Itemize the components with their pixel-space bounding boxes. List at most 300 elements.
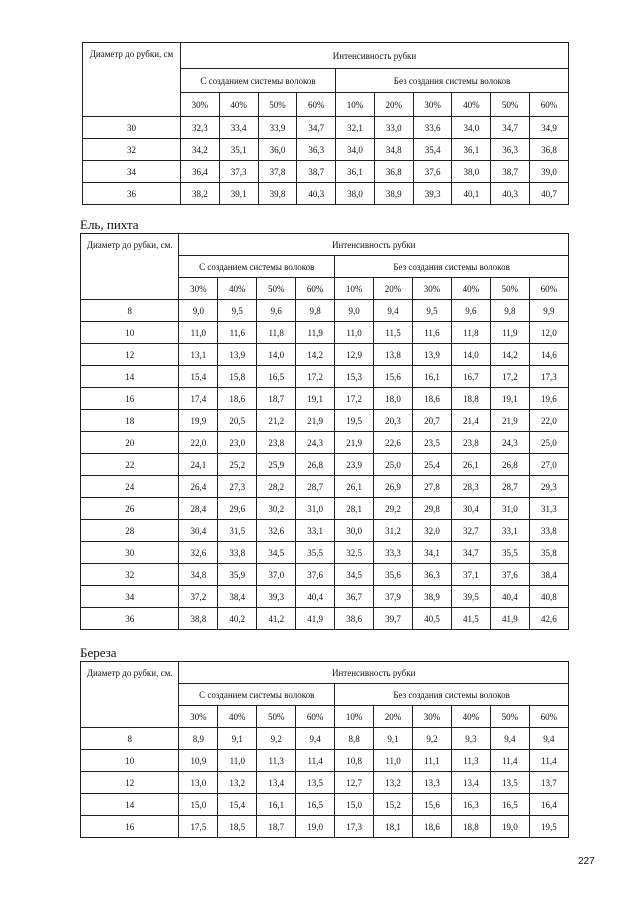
table-row [83, 139, 569, 161]
value-cell: 17,4 [179, 388, 218, 410]
intensity-percent-header: 20% [374, 706, 413, 728]
intensity-percent-header: 20% [374, 278, 413, 300]
value-cell: 9,4 [529, 728, 568, 750]
table-row [81, 322, 569, 344]
value-cell: 41,9 [490, 608, 529, 630]
value-cell: 28,7 [490, 476, 529, 498]
value-cell: 33,8 [529, 520, 568, 542]
value-cell: 41,9 [296, 608, 335, 630]
diameter-cell: 20 [81, 432, 179, 454]
value-cell: 11,6 [413, 322, 452, 344]
value-cell: 35,5 [490, 542, 529, 564]
value-cell: 9,5 [413, 300, 452, 322]
value-cell: 18,0 [374, 388, 413, 410]
value-cell: 34,7 [451, 542, 490, 564]
value-cell: 33,1 [490, 520, 529, 542]
value-cell: 25,0 [529, 432, 568, 454]
header-row [81, 662, 569, 684]
value-cell: 33,8 [218, 542, 257, 564]
value-cell: 16,1 [257, 794, 296, 816]
value-cell: 19,1 [296, 388, 335, 410]
value-cell: 18,6 [413, 816, 452, 838]
value-cell: 11,9 [296, 322, 335, 344]
intensity-percent-header: 50% [257, 706, 296, 728]
value-cell: 15,6 [374, 366, 413, 388]
intensity-percent-header: 30% [413, 706, 452, 728]
value-cell: 19,1 [490, 388, 529, 410]
value-cell: 40,5 [413, 608, 452, 630]
value-cell: 36,4 [180, 161, 219, 183]
intensity-percent-header: 10% [336, 93, 375, 117]
value-cell: 31,0 [296, 498, 335, 520]
value-cell: 26,4 [179, 476, 218, 498]
with-skid-trails-header: С созданием системы волоков [179, 684, 335, 706]
value-cell: 11,3 [451, 750, 490, 772]
value-cell: 40,8 [529, 586, 568, 608]
table-row [81, 366, 569, 388]
diameter-cell: 26 [81, 498, 179, 520]
value-cell: 39,8 [258, 183, 297, 205]
value-cell: 15,0 [179, 794, 218, 816]
value-cell: 16,3 [451, 794, 490, 816]
value-cell: 11,6 [218, 322, 257, 344]
value-cell: 10,8 [335, 750, 374, 772]
value-cell: 35,5 [296, 542, 335, 564]
intensity-percent-header: 40% [451, 706, 490, 728]
value-cell: 40,1 [452, 183, 491, 205]
value-cell: 39,0 [530, 161, 569, 183]
value-cell: 9,3 [451, 728, 490, 750]
diameter-cell: 14 [81, 366, 179, 388]
value-cell: 9,8 [490, 300, 529, 322]
with-skid-trails-header: С созданием системы волоков [179, 256, 335, 278]
value-cell: 11,0 [335, 322, 374, 344]
value-cell: 18,8 [451, 816, 490, 838]
value-cell: 35,1 [219, 139, 258, 161]
value-cell: 14,6 [529, 344, 568, 366]
value-cell: 17,2 [490, 366, 529, 388]
value-cell: 25,9 [257, 454, 296, 476]
value-cell: 11,8 [257, 322, 296, 344]
value-cell: 19,9 [179, 410, 218, 432]
value-cell: 29,6 [218, 498, 257, 520]
value-cell: 21,9 [296, 410, 335, 432]
value-cell: 15,8 [218, 366, 257, 388]
intensity-percent-header: 30% [179, 278, 218, 300]
value-cell: 15,2 [374, 794, 413, 816]
value-cell: 19,6 [529, 388, 568, 410]
value-cell: 11,4 [529, 750, 568, 772]
value-cell: 11,0 [218, 750, 257, 772]
table-row [81, 750, 569, 772]
value-cell: 32,6 [179, 542, 218, 564]
value-cell: 30,4 [179, 520, 218, 542]
value-cell: 38,9 [374, 183, 413, 205]
value-cell: 13,0 [179, 772, 218, 794]
intensity-percent-header: 20% [374, 93, 413, 117]
value-cell: 34,2 [180, 139, 219, 161]
page-number: 227 [578, 856, 595, 867]
value-cell: 25,2 [218, 454, 257, 476]
value-cell: 12,7 [335, 772, 374, 794]
value-cell: 9,6 [257, 300, 296, 322]
value-cell: 27,8 [413, 476, 452, 498]
intensity-percent-header: 30% [413, 93, 452, 117]
diameter-cell: 18 [81, 410, 179, 432]
value-cell: 34,8 [179, 564, 218, 586]
table-spruce-fir [80, 233, 569, 630]
value-cell: 41,5 [451, 608, 490, 630]
value-cell: 38,4 [529, 564, 568, 586]
value-cell: 28,3 [451, 476, 490, 498]
value-cell: 9,2 [257, 728, 296, 750]
intensity-percent-header: 30% [413, 278, 452, 300]
value-cell: 39,7 [374, 608, 413, 630]
intensity-header: Интенсивность рубки [179, 662, 569, 684]
value-cell: 35,6 [374, 564, 413, 586]
value-cell: 13,3 [413, 772, 452, 794]
intensity-percent-header: 50% [258, 93, 297, 117]
value-cell: 36,1 [452, 139, 491, 161]
value-cell: 37,6 [413, 161, 452, 183]
value-cell: 36,8 [374, 161, 413, 183]
value-cell: 34,1 [413, 542, 452, 564]
intensity-percent-header: 60% [529, 706, 568, 728]
value-cell: 37,2 [179, 586, 218, 608]
value-cell: 9,9 [529, 300, 568, 322]
value-cell: 40,2 [218, 608, 257, 630]
value-cell: 22,0 [179, 432, 218, 454]
value-cell: 38,9 [413, 586, 452, 608]
value-cell: 23,8 [451, 432, 490, 454]
table-row [81, 816, 569, 838]
value-cell: 9,1 [218, 728, 257, 750]
value-cell: 27,0 [529, 454, 568, 476]
value-cell: 34,8 [374, 139, 413, 161]
value-cell: 31,2 [374, 520, 413, 542]
value-cell: 17,3 [529, 366, 568, 388]
diameter-cell: 14 [81, 794, 179, 816]
diameter-cell: 30 [81, 542, 179, 564]
value-cell: 9,1 [374, 728, 413, 750]
value-cell: 36,3 [491, 139, 530, 161]
table-row [83, 161, 569, 183]
with-skid-trails-header: С созданием системы волоков [180, 69, 335, 93]
value-cell: 25,0 [374, 454, 413, 476]
section-title-birch: Береза [80, 645, 117, 660]
intensity-percent-header: 30% [179, 706, 218, 728]
value-cell: 16,5 [296, 794, 335, 816]
value-cell: 11,8 [451, 322, 490, 344]
intensity-percent-header: 50% [257, 278, 296, 300]
without-skid-trails-header: Без создания системы волоков [335, 684, 569, 706]
value-cell: 17,3 [335, 816, 374, 838]
table-row [81, 498, 569, 520]
value-cell: 9,0 [335, 300, 374, 322]
value-cell: 21,2 [257, 410, 296, 432]
intensity-percent-header: 40% [219, 93, 258, 117]
value-cell: 15,3 [335, 366, 374, 388]
table-row [81, 542, 569, 564]
value-cell: 33,1 [296, 520, 335, 542]
value-cell: 13,1 [179, 344, 218, 366]
intensity-percent-header: 30% [180, 93, 219, 117]
value-cell: 8,9 [179, 728, 218, 750]
value-cell: 18,5 [218, 816, 257, 838]
value-cell: 38,0 [452, 161, 491, 183]
value-cell: 21,4 [451, 410, 490, 432]
value-cell: 28,2 [257, 476, 296, 498]
header-row [81, 234, 569, 256]
table-row [81, 794, 569, 816]
value-cell: 36,8 [530, 139, 569, 161]
value-cell: 36,1 [336, 161, 375, 183]
value-cell: 9,6 [451, 300, 490, 322]
table-row [81, 772, 569, 794]
intensity-percent-header: 60% [296, 278, 335, 300]
table-row [81, 476, 569, 498]
value-cell: 22,6 [374, 432, 413, 454]
value-cell: 28,1 [335, 498, 374, 520]
value-cell: 13,4 [451, 772, 490, 794]
value-cell: 40,7 [530, 183, 569, 205]
value-cell: 30,4 [451, 498, 490, 520]
value-cell: 22,0 [529, 410, 568, 432]
value-cell: 12,9 [335, 344, 374, 366]
value-cell: 33,6 [413, 117, 452, 139]
value-cell: 13,9 [413, 344, 452, 366]
table-row [81, 586, 569, 608]
value-cell: 29,8 [413, 498, 452, 520]
value-cell: 9,4 [296, 728, 335, 750]
diameter-cell: 10 [81, 322, 179, 344]
value-cell: 39,1 [219, 183, 258, 205]
intensity-percent-header: 40% [452, 93, 491, 117]
value-cell: 34,5 [257, 542, 296, 564]
intensity-percent-header: 10% [335, 278, 374, 300]
diameter-cell: 12 [81, 772, 179, 794]
value-cell: 31,5 [218, 520, 257, 542]
value-cell: 38,0 [336, 183, 375, 205]
value-cell: 41,2 [257, 608, 296, 630]
table-row [81, 410, 569, 432]
value-cell: 38,7 [491, 161, 530, 183]
value-cell: 20,7 [413, 410, 452, 432]
diameter-cell: 34 [83, 161, 181, 183]
value-cell: 23,5 [413, 432, 452, 454]
value-cell: 11,0 [374, 750, 413, 772]
value-cell: 30,2 [257, 498, 296, 520]
value-cell: 17,2 [335, 388, 374, 410]
diameter-header: Диаметр до рубки, см [83, 43, 181, 117]
without-skid-trails-header: Без создания системы волоков [336, 69, 569, 93]
value-cell: 18,6 [218, 388, 257, 410]
value-cell: 9,4 [374, 300, 413, 322]
value-cell: 36,3 [413, 564, 452, 586]
value-cell: 24,3 [490, 432, 529, 454]
table-row [83, 183, 569, 205]
value-cell: 17,2 [296, 366, 335, 388]
table-row [81, 454, 569, 476]
value-cell: 34,7 [491, 117, 530, 139]
value-cell: 32,5 [335, 542, 374, 564]
value-cell: 38,6 [335, 608, 374, 630]
value-cell: 38,2 [180, 183, 219, 205]
value-cell: 18,1 [374, 816, 413, 838]
header-row [83, 43, 569, 69]
diameter-cell: 36 [83, 183, 181, 205]
table-pine [82, 42, 569, 205]
diameter-cell: 32 [81, 564, 179, 586]
value-cell: 23,9 [335, 454, 374, 476]
diameter-cell: 8 [81, 728, 179, 750]
value-cell: 20,3 [374, 410, 413, 432]
value-cell: 14,0 [257, 344, 296, 366]
diameter-header: Диаметр до рубки, см. [81, 234, 179, 300]
value-cell: 13,5 [490, 772, 529, 794]
value-cell: 38,7 [297, 161, 336, 183]
value-cell: 9,0 [179, 300, 218, 322]
value-cell: 19,0 [296, 816, 335, 838]
value-cell: 34,7 [297, 117, 336, 139]
value-cell: 15,6 [413, 794, 452, 816]
value-cell: 18,7 [257, 816, 296, 838]
value-cell: 16,4 [529, 794, 568, 816]
value-cell: 33,3 [374, 542, 413, 564]
value-cell: 31,3 [529, 498, 568, 520]
value-cell: 17,5 [179, 816, 218, 838]
diameter-cell: 16 [81, 388, 179, 410]
value-cell: 11,4 [490, 750, 529, 772]
value-cell: 14,2 [490, 344, 529, 366]
value-cell: 26,8 [296, 454, 335, 476]
value-cell: 26,1 [451, 454, 490, 476]
diameter-cell: 30 [83, 117, 181, 139]
intensity-percent-header: 40% [451, 278, 490, 300]
intensity-percent-header: 40% [218, 706, 257, 728]
value-cell: 11,9 [490, 322, 529, 344]
value-cell: 30,0 [335, 520, 374, 542]
value-cell: 24,1 [179, 454, 218, 476]
value-cell: 33,9 [258, 117, 297, 139]
value-cell: 36,0 [258, 139, 297, 161]
value-cell: 32,0 [413, 520, 452, 542]
diameter-header: Диаметр до рубки, см. [81, 662, 179, 728]
value-cell: 13,2 [374, 772, 413, 794]
section-title-spruce-fir: Ель, пихта [80, 217, 139, 232]
value-cell: 25,4 [413, 454, 452, 476]
value-cell: 13,9 [218, 344, 257, 366]
diameter-cell: 32 [83, 139, 181, 161]
value-cell: 28,7 [296, 476, 335, 498]
diameter-cell: 16 [81, 816, 179, 838]
value-cell: 36,7 [335, 586, 374, 608]
table-row [81, 608, 569, 630]
intensity-percent-header: 60% [296, 706, 335, 728]
table-row [81, 300, 569, 322]
value-cell: 9,5 [218, 300, 257, 322]
value-cell: 11,1 [413, 750, 452, 772]
diameter-cell: 34 [81, 586, 179, 608]
value-cell: 11,4 [296, 750, 335, 772]
value-cell: 29,2 [374, 498, 413, 520]
value-cell: 32,6 [257, 520, 296, 542]
table-row [81, 728, 569, 750]
value-cell: 9,4 [490, 728, 529, 750]
value-cell: 13,7 [529, 772, 568, 794]
value-cell: 14,2 [296, 344, 335, 366]
value-cell: 37,6 [490, 564, 529, 586]
value-cell: 27,3 [218, 476, 257, 498]
value-cell: 34,5 [335, 564, 374, 586]
value-cell: 19,5 [335, 410, 374, 432]
intensity-percent-header: 10% [335, 706, 374, 728]
value-cell: 9,2 [413, 728, 452, 750]
value-cell: 38,8 [179, 608, 218, 630]
value-cell: 13,4 [257, 772, 296, 794]
diameter-cell: 22 [81, 454, 179, 476]
value-cell: 23,8 [257, 432, 296, 454]
value-cell: 33,0 [374, 117, 413, 139]
table-row [81, 432, 569, 454]
diameter-cell: 10 [81, 750, 179, 772]
value-cell: 35,8 [529, 542, 568, 564]
value-cell: 15,4 [218, 794, 257, 816]
value-cell: 11,3 [257, 750, 296, 772]
value-cell: 39,3 [257, 586, 296, 608]
value-cell: 10,9 [179, 750, 218, 772]
table-row [81, 388, 569, 410]
value-cell: 26,8 [490, 454, 529, 476]
value-cell: 37,1 [451, 564, 490, 586]
value-cell: 21,9 [490, 410, 529, 432]
value-cell: 32,7 [451, 520, 490, 542]
value-cell: 13,2 [218, 772, 257, 794]
intensity-percent-header: 40% [218, 278, 257, 300]
intensity-percent-header: 50% [491, 93, 530, 117]
value-cell: 9,8 [296, 300, 335, 322]
intensity-percent-header: 50% [490, 278, 529, 300]
value-cell: 33,4 [219, 117, 258, 139]
value-cell: 21,9 [335, 432, 374, 454]
table-birch [80, 661, 569, 838]
value-cell: 28,4 [179, 498, 218, 520]
intensity-percent-header: 50% [490, 706, 529, 728]
value-cell: 14,0 [451, 344, 490, 366]
value-cell: 16,5 [257, 366, 296, 388]
intensity-percent-header: 60% [297, 93, 336, 117]
value-cell: 40,3 [297, 183, 336, 205]
value-cell: 24,3 [296, 432, 335, 454]
value-cell: 38,4 [218, 586, 257, 608]
value-cell: 8,8 [335, 728, 374, 750]
value-cell: 34,0 [452, 117, 491, 139]
value-cell: 26,9 [374, 476, 413, 498]
intensity-header: Интенсивность рубки [180, 43, 568, 69]
value-cell: 15,4 [179, 366, 218, 388]
value-cell: 11,5 [374, 322, 413, 344]
value-cell: 29,3 [529, 476, 568, 498]
value-cell: 16,1 [413, 366, 452, 388]
value-cell: 26,1 [335, 476, 374, 498]
value-cell: 34,0 [336, 139, 375, 161]
value-cell: 37,8 [258, 161, 297, 183]
intensity-header: Интенсивность рубки [179, 234, 569, 256]
diameter-cell: 8 [81, 300, 179, 322]
value-cell: 16,7 [451, 366, 490, 388]
value-cell: 32,3 [180, 117, 219, 139]
value-cell: 35,9 [218, 564, 257, 586]
